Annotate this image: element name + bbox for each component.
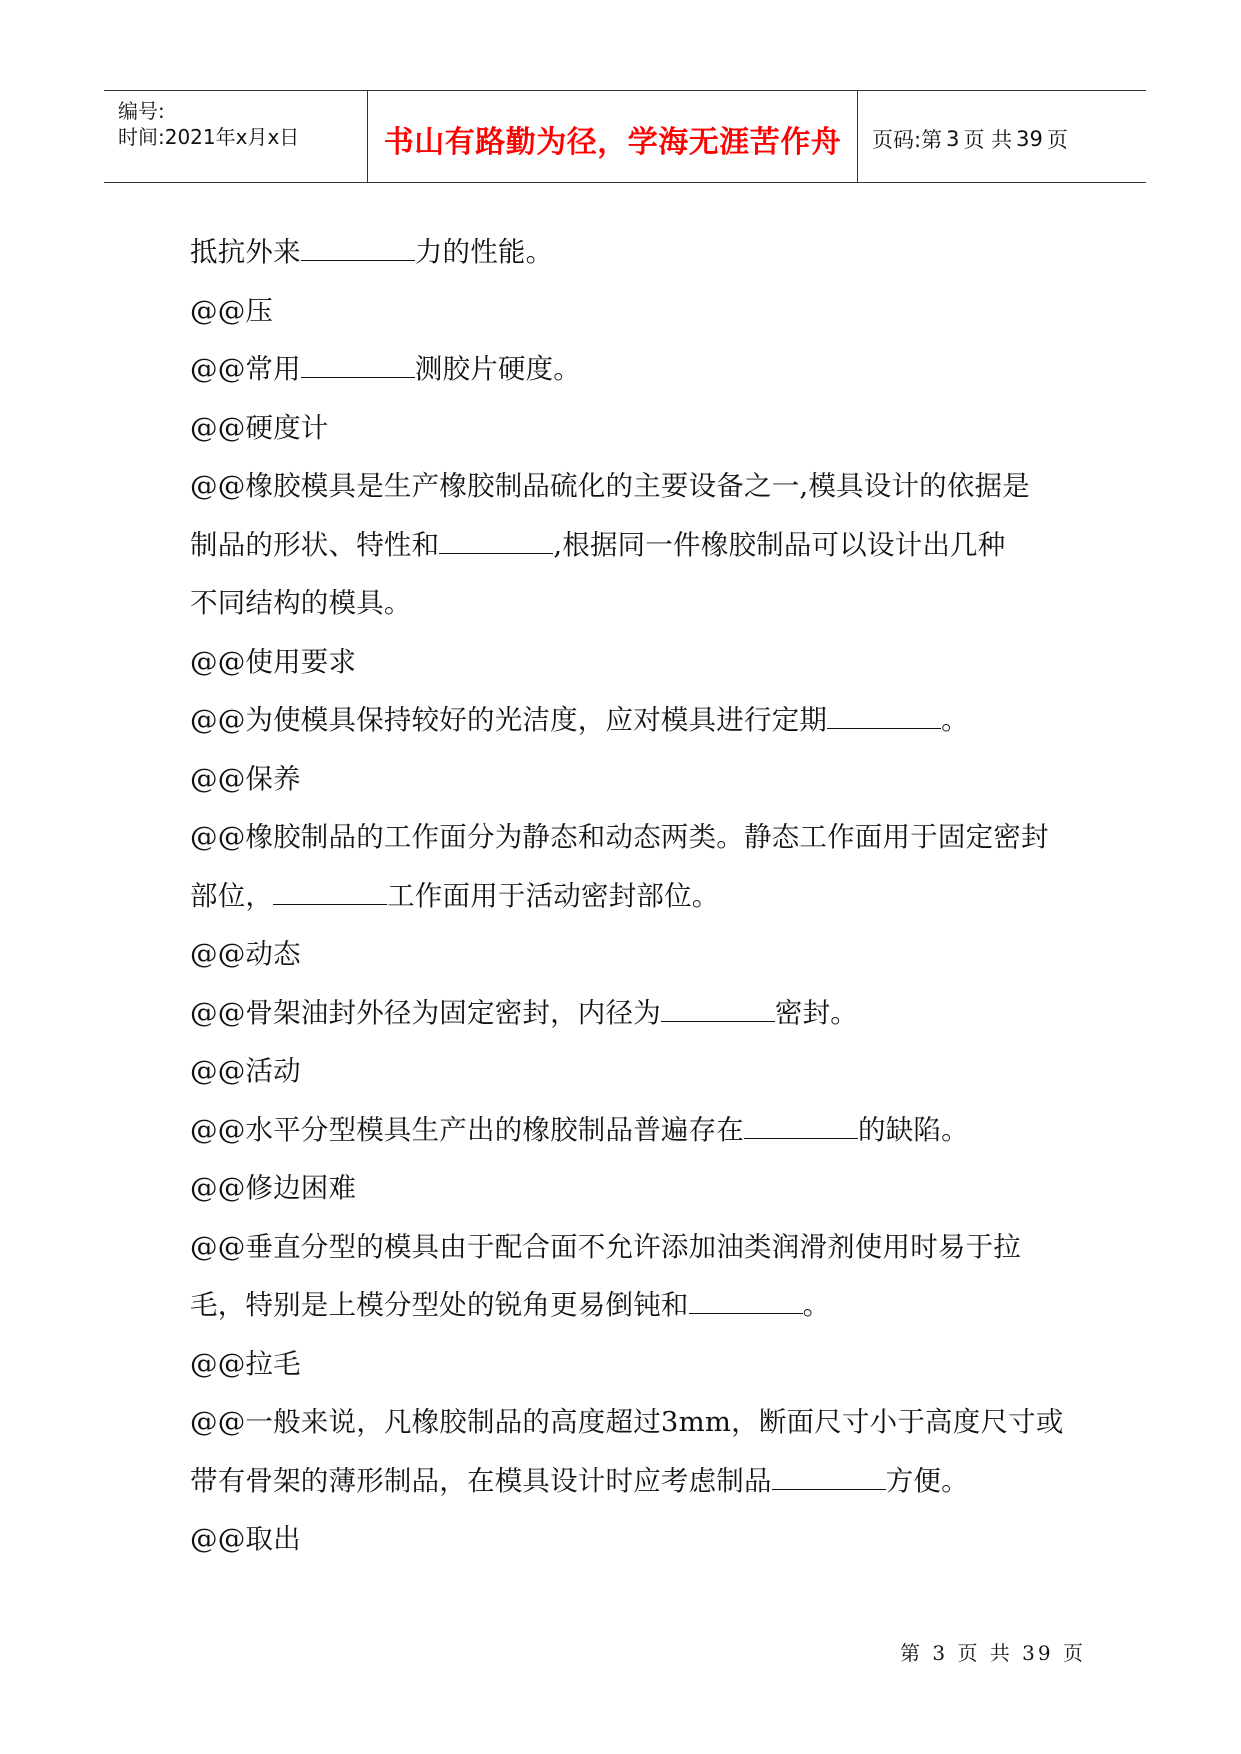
paragraph-text-after: 的缺陷。 bbox=[858, 1113, 969, 1146]
paragraph-text-after: ,根据同一件橡胶制品可以设计出几种 bbox=[553, 528, 1006, 561]
paragraph-text-after: 方便。 bbox=[885, 1464, 969, 1497]
paragraph-text: @@活动 bbox=[190, 1055, 301, 1087]
paragraph bbox=[190, 1101, 1065, 1160]
fill-in-blank bbox=[689, 1293, 803, 1314]
paragraph-text-after: 力的性能。 bbox=[414, 236, 554, 268]
paragraph bbox=[190, 984, 1065, 1043]
paragraph-text-after: 测胶片硬度。 bbox=[414, 353, 582, 385]
paragraph-text: @@动态 bbox=[190, 938, 301, 970]
paragraph bbox=[190, 1159, 1065, 1218]
paragraph-text: @@压 bbox=[190, 294, 274, 327]
paragraph-text: 不同结构的模具。 bbox=[190, 587, 412, 619]
paragraph bbox=[190, 1510, 1065, 1569]
paragraph bbox=[190, 867, 1065, 926]
fill-in-blank bbox=[827, 708, 941, 729]
paragraph-text: 部位， bbox=[190, 879, 274, 912]
fill-in-blank bbox=[301, 357, 415, 378]
paragraph bbox=[190, 457, 1065, 516]
paragraph-text-after: 。 bbox=[941, 704, 969, 736]
paragraph bbox=[190, 750, 1065, 809]
paragraph bbox=[190, 1276, 1065, 1335]
page-prefix: 页码:第 bbox=[872, 127, 943, 152]
page-footer: 第 3 页 共 39 页 bbox=[900, 1641, 1086, 1665]
document-body bbox=[190, 223, 1065, 1569]
paragraph bbox=[190, 808, 1065, 867]
fill-in-blank bbox=[744, 1118, 858, 1139]
paragraph-text: @@常用 bbox=[190, 353, 301, 385]
paragraph bbox=[190, 399, 1065, 458]
header-left-cell bbox=[104, 91, 368, 182]
paragraph bbox=[190, 282, 1065, 341]
paragraph-text: @@橡胶模具是生产橡胶制品硫化的主要设备之一,模具设计的依据是 bbox=[190, 470, 1030, 502]
fill-in-blank bbox=[439, 533, 553, 554]
paragraph-text-after: 工作面用于活动密封部位。 bbox=[387, 879, 720, 912]
motto-text: 书山有路勤为径，学海无涯苦作舟 bbox=[383, 124, 842, 160]
paragraph bbox=[190, 1393, 1065, 1452]
paragraph-text: @@硬度计 bbox=[190, 411, 329, 444]
paragraph-text: @@使用要求 bbox=[190, 645, 357, 678]
header-table bbox=[104, 90, 1146, 183]
paragraph-text: @@橡胶制品的工作面分为静态和动态两类。静态工作面用于固定密封 bbox=[190, 821, 1049, 853]
paragraph-text: @@拉毛 bbox=[190, 1347, 301, 1380]
fill-in-blank bbox=[661, 1001, 775, 1022]
paragraph bbox=[190, 1042, 1065, 1101]
paragraph-text: @@修边困难 bbox=[190, 1172, 357, 1204]
paragraph-text: 抵抗外来 bbox=[190, 236, 301, 268]
paragraph bbox=[190, 691, 1065, 750]
page-mid: 页 共 bbox=[963, 127, 1013, 152]
fill-in-blank bbox=[772, 1469, 886, 1490]
paragraph bbox=[190, 574, 1065, 633]
fill-in-blank bbox=[273, 884, 387, 905]
paragraph bbox=[190, 516, 1065, 575]
header-motto-cell bbox=[368, 91, 858, 182]
paragraph-text: @@垂直分型的模具由于配合面不允许添加油类润滑剂使用时易于拉 bbox=[190, 1230, 1021, 1263]
paragraph-text-after: 密封。 bbox=[774, 996, 859, 1029]
page-suffix: 页 bbox=[1046, 127, 1068, 152]
paragraph bbox=[190, 925, 1065, 984]
paragraph-text-after: 。 bbox=[802, 1289, 831, 1321]
number-label: 编号: bbox=[118, 99, 165, 123]
paragraph-text: @@骨架油封外径为固定密封，内径为 bbox=[190, 996, 661, 1029]
paragraph-text: @@为使模具保持较好的光洁度，应对模具进行定期 bbox=[190, 704, 828, 736]
paragraph bbox=[190, 1335, 1065, 1394]
paragraph-text: 带有骨架的薄形制品，在模具设计时应考虑制品 bbox=[190, 1464, 772, 1497]
paragraph bbox=[190, 633, 1065, 692]
paragraph-text: @@水平分型模具生产出的橡胶制品普遍存在 bbox=[190, 1113, 744, 1146]
paragraph-text: @@取出 bbox=[190, 1523, 301, 1555]
header-page-cell bbox=[858, 91, 1146, 182]
paragraph bbox=[190, 1218, 1065, 1277]
time-label: 时间:2021年x月x日 bbox=[118, 125, 300, 149]
paragraph bbox=[190, 223, 1065, 282]
paragraph bbox=[190, 1452, 1065, 1511]
page-number: 3 bbox=[946, 126, 960, 151]
paragraph-text: @@保养 bbox=[190, 762, 301, 795]
paragraph-text: @@一般来说，凡橡胶制品的高度超过3mm，断面尺寸小于高度尺寸或 bbox=[190, 1406, 1064, 1438]
fill-in-blank bbox=[301, 240, 415, 261]
page-total: 39 bbox=[1016, 126, 1043, 151]
paragraph-text: 制品的形状、特性和 bbox=[190, 528, 440, 561]
paragraph-text: 毛，特别是上模分型处的锐角更易倒钝和 bbox=[190, 1289, 689, 1321]
paragraph bbox=[190, 340, 1065, 399]
